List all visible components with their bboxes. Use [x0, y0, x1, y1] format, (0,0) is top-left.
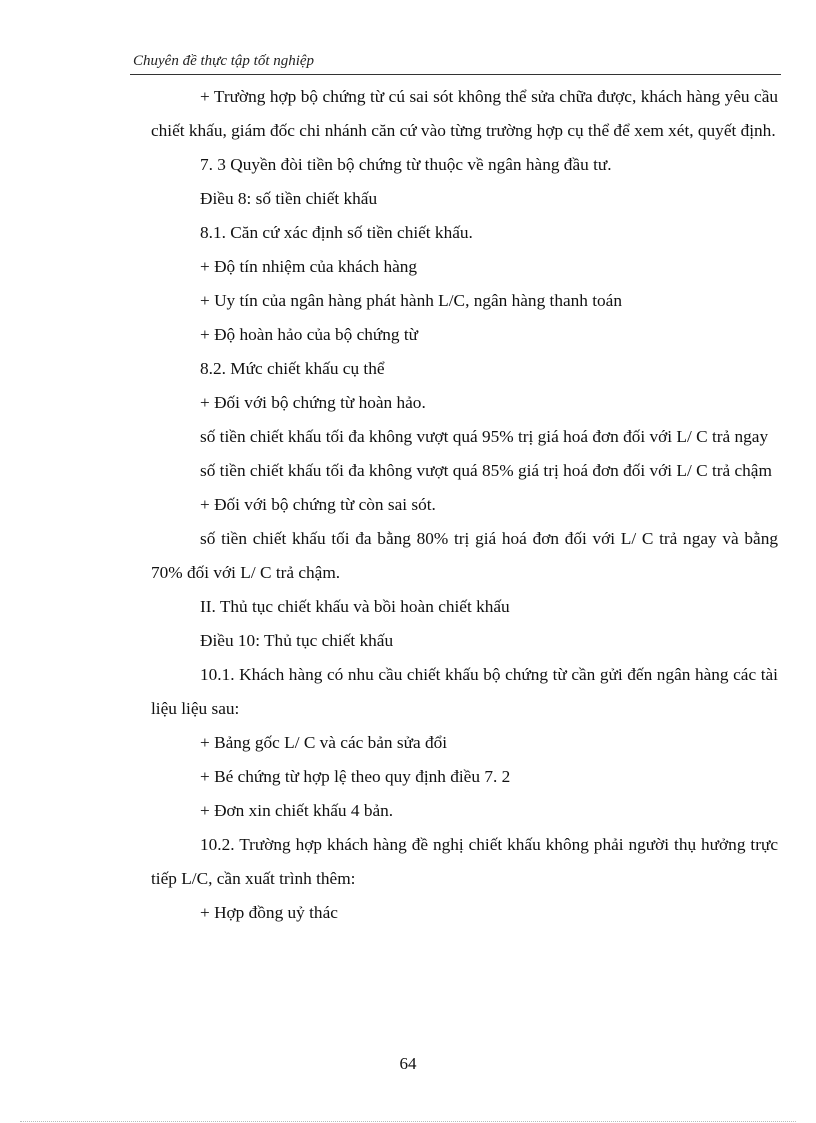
paragraph: 10.1. Khách hàng có nhu cầu chiết khấu bộ chứng từ cần gửi đến ngân hàng các tài liệu liệu sau: [151, 665, 778, 718]
paragraph: + Trường hợp bộ chứng từ cú sai sót không thể sửa chữa được, khách hàng yêu cầu chiết khấu, giám đốc chi nhánh căn cứ vào từng trường hợp cụ thể để xem xét, quyết định. [151, 87, 778, 140]
paragraph: + Bé chứng từ hợp lệ theo quy định điều 7. 2 [200, 767, 511, 786]
paragraph: + Độ hoàn hảo của bộ chứng từ [200, 325, 419, 344]
paragraph: số tiền chiết khấu tối đa bằng 80% trị giá hoá đơn đối với L/ C trả ngay và bằng 70% đối với L/ C trả chậm. [151, 529, 778, 582]
paragraph: Điều 8: số tiền chiết khấu [200, 189, 378, 208]
page-number: 64 [399, 1054, 417, 1073]
paragraph: + Uy tín của ngân hàng phát hành L/C, ngân hàng thanh toán [200, 291, 622, 310]
paragraph: Điều 10: Thủ tục chiết khấu [200, 631, 394, 650]
paragraph: + Độ tín nhiệm của khách hàng [200, 257, 418, 276]
paragraph: 7. 3 Quyền đòi tiền bộ chứng từ thuộc về ngân hàng đầu tư. [200, 155, 612, 174]
footer-divider [20, 1121, 796, 1122]
paragraph: + Đối với bộ chứng từ hoàn hảo. [200, 393, 426, 412]
paragraph: số tiền chiết khấu tối đa không vượt quá 85% giá trị hoá đơn đối với L/ C trả chậm [200, 461, 772, 480]
paragraph: + Hợp đồng uỷ thác [200, 903, 338, 922]
paragraph: + Bảng gốc L/ C và các bản sửa đổi [200, 733, 448, 752]
header-divider [130, 74, 781, 75]
paragraph: + Đối với bộ chứng từ còn sai sót. [200, 495, 436, 514]
paragraph: 8.2. Mức chiết khấu cụ thể [200, 359, 385, 378]
document-body [151, 80, 778, 930]
paragraph: 10.2. Trường hợp khách hàng đề nghị chiết khấu không phải người thụ hưởng trực tiếp L/C, cần xuất trình thêm: [151, 835, 778, 888]
paragraph: + Đơn xin chiết khấu 4 bản. [200, 801, 394, 820]
paragraph: II. Thủ tục chiết khấu và bồi hoàn chiết khấu [200, 597, 510, 616]
document-header: Chuyên đề thực tập tốt nghiệp [133, 53, 315, 69]
paragraph: số tiền chiết khấu tối đa không vượt quá 95% trị giá hoá đơn đối với L/ C trả ngay [200, 427, 769, 446]
paragraph: 8.1. Căn cứ xác định số tiền chiết khấu. [200, 223, 473, 242]
